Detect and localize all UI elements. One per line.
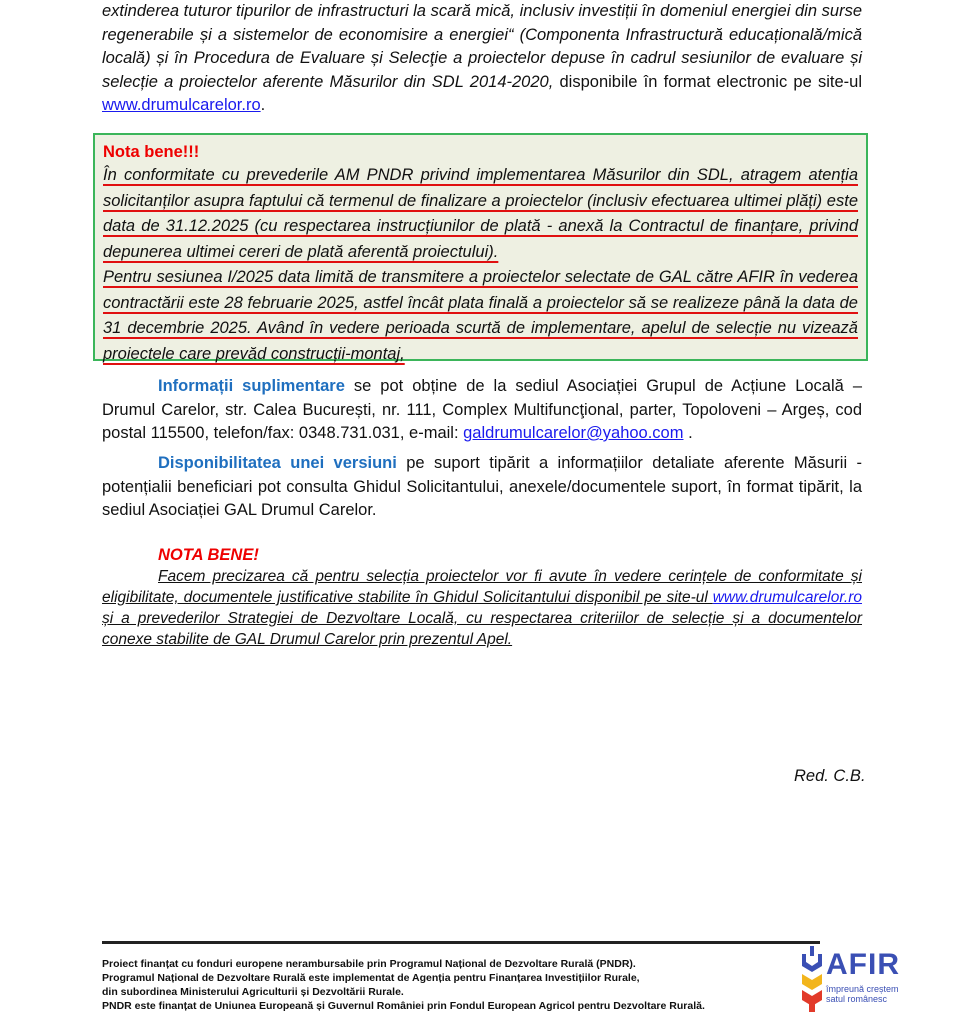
website-link[interactable]: www.drumulcarelor.ro — [102, 96, 261, 114]
signature: Red. C.B. — [794, 767, 866, 785]
availability-paragraph — [102, 452, 862, 523]
nota-bene-2-paragraph — [102, 566, 862, 650]
nota-bene-2-text-1: Facem precizarea că pentru selecția proiectelor vor fi avute în vedere cerințele de conformitate și eligibilitate, documentele justificative stabilite în Ghidul Solicitantului disponibil pe site-ul — [102, 568, 862, 606]
afir-wordmark: AFIR — [826, 948, 900, 981]
footer-line: Proiect finanțat cu fonduri europene nerambursabile prin Programul Național de Dezvoltare Rurală (PNDR). — [102, 958, 636, 970]
info-text: se pot obține de la sediul Asociației Grupul de Acțiune Locală – Drumul Carelor, str. Calea București, nr. 111, Complex Multifuncţional, parter, Topoloveni – Argeș, cod postal 115500, telefon/fax: 0348.731.031, e-mail: — [102, 377, 862, 442]
nota-bene-paragraph-1: În conformitate cu prevederile AM PNDR privind implementarea Măsurilor din SDL, atragem atenția solicitanților asupra faptului că termenul de finalizare a proiectelor (inclusiv efectuarea ultimei plăți) este data de 31.12.2025 (cu respectarea instrucțiunilor de plată - anexă la Contractul de finanțare, privind depunerea ultimei cereri de plată aferentă proiectului). — [103, 166, 858, 261]
footer-divider — [102, 941, 820, 944]
afir-tagline — [826, 984, 899, 1004]
footer-line: Programul Național de Dezvoltare Rurală este implementat de Agenția pentru Finanțarea Investițiilor Rurale, — [102, 972, 640, 984]
info-label: Informații suplimentare — [158, 377, 345, 395]
footer-line: din subordinea Ministerului Agriculturii și Dezvoltării Rurale. — [102, 986, 404, 998]
intro-end: . — [260, 96, 266, 114]
nota-bene-paragraph-2: Pentru sesiunea I/2025 data limită de transmitere a proiectelor selectate de GAL către AFIR în vederea contractării este 28 februarie 2025, astfel încât plata finală a proiectelor să se realizeze până la data de 31 decembrie 2025. Având în vedere perioada scurtă de implementare, apelul de selecție nu vizează proiectele care prevăd construcții-montaj, — [103, 268, 858, 363]
nota-bene-2-title-row — [102, 544, 862, 568]
nota-bene-box — [93, 133, 868, 361]
afir-emblem-icon — [800, 946, 824, 1012]
intro-paragraph — [102, 0, 862, 118]
info-paragraph — [102, 375, 862, 446]
nota-bene-2-title: NOTA BENE! — [158, 546, 259, 564]
footer-text — [102, 957, 705, 1013]
availability-label: Disponibilitatea unei versiuni — [158, 454, 397, 472]
intro-italic-text: extinderea tuturor tipurilor de infrastructuri la scară mică, inclusiv investiții în domeniul energiei din surse regenerabile și a sistemelor de economisire a energiei“ (Componenta Infrastructură educațională/mică locală) și în Procedura de Evaluare și Selecţie a proiectelor depuse în cadrul sesiunilor de evaluare și selecție a proiectelor aferente Măsurilor din SDL 2014-2020, — [102, 2, 862, 91]
footer-line: PNDR este finanțat de Uniunea Europeană și Guvernul României prin Fondul European Agricol pentru Dezvoltare Rurală. — [102, 1000, 705, 1012]
info-end: . — [683, 424, 693, 442]
intro-normal-text: disponibile în format electronic pe site-ul — [553, 72, 863, 91]
afir-logo — [800, 944, 910, 1014]
nota-bene-title: Nota bene!!! — [103, 143, 200, 161]
afir-tagline-2: satul românesc — [826, 994, 888, 1004]
nota-bene-2-text-2: și a prevederilor Strategiei de Dezvoltare Locală, cu respectarea criteriilor de selecție și a documentelor conexe stabilite de GAL Drumul Carelor prin prezentul Apel. — [102, 610, 862, 648]
afir-tagline-1: împreună creștem — [826, 984, 899, 994]
availability-text: pe suport tipărit a informațiilor detaliate aferente Măsurii - potențialii beneficiari pot consulta Ghidul Solicitantului, anexele/documentele suport, în format tipărit, la sediul Asociației GAL Drumul Carelor. — [102, 454, 862, 519]
email-link[interactable]: galdrumulcarelor@yahoo.com — [463, 424, 684, 442]
website-link-2[interactable]: www.drumulcarelor.ro — [712, 589, 862, 606]
